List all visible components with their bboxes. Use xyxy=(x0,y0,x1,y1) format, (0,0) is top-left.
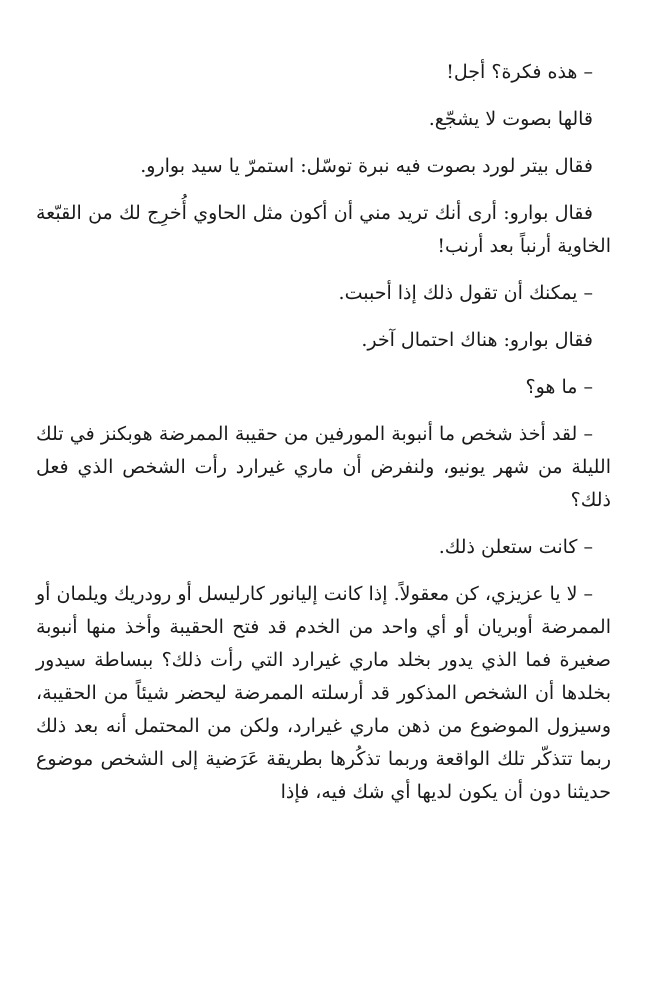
paragraph-3: فقال بيتر لورد بصوت فيه نبرة توسّل: استمرّ يا سيد بوارو. xyxy=(140,155,593,177)
paragraph-6: فقال بوارو: هناك احتمال آخر. xyxy=(361,329,593,351)
paragraph-9: – كانت ستعلن ذلك. xyxy=(438,536,593,558)
paragraph-2: قالها بصوت لا يشجّع. xyxy=(428,108,593,130)
paragraph-4: فقال بوارو: أرى أنك تريد مني أن أكون مثل الحاوي أُخرِج لك من القبّعة الخاوية أرنباً بعد أرنب! xyxy=(36,202,611,257)
paragraph-10: – لا يا عزيزي، كن معقولاً. إذا كانت إليانور كارليسل أو رودريك ويلمان أو الممرضة أوبريان أو أي واحد من الخدم قد فتح الحقيبة وأخذ منها أنبوبة صغيرة فما الذي يدور بخلد ماري غيرارد التي رأت ذلك؟ ببساطة سيدور بخلدها أن الشخص المذكور قد أرسلته الممرضة ليحضر شيئاً من الحقيبة، وسيزول الموضوع من ذهن ماري غيرارد، ولكن من المحتمل أنه بعد ذلك ربما تتذكّر تلك الواقعة وربما تذكُرها بطريقة عَرَضية إلى الشخص موضوع حديثنا دون أن يكون لديها أي شك فيه، فإذا xyxy=(36,583,611,803)
paragraph-1: – هذه فكرة؟ أجل! xyxy=(446,61,593,83)
paragraph-8: – لقد أخذ شخص ما أنبوبة المورفين من حقيبة الممرضة هوبكنز في تلك الليلة من شهر يونيو، ولنفرض أن ماري غيرارد رأت الشخص الذي فعل ذلك؟ xyxy=(36,423,611,511)
paragraph-7: – ما هو؟ xyxy=(525,376,593,398)
book-page xyxy=(36,56,611,809)
paragraph-5: – يمكنك أن تقول ذلك إذا أحببت. xyxy=(338,282,593,304)
